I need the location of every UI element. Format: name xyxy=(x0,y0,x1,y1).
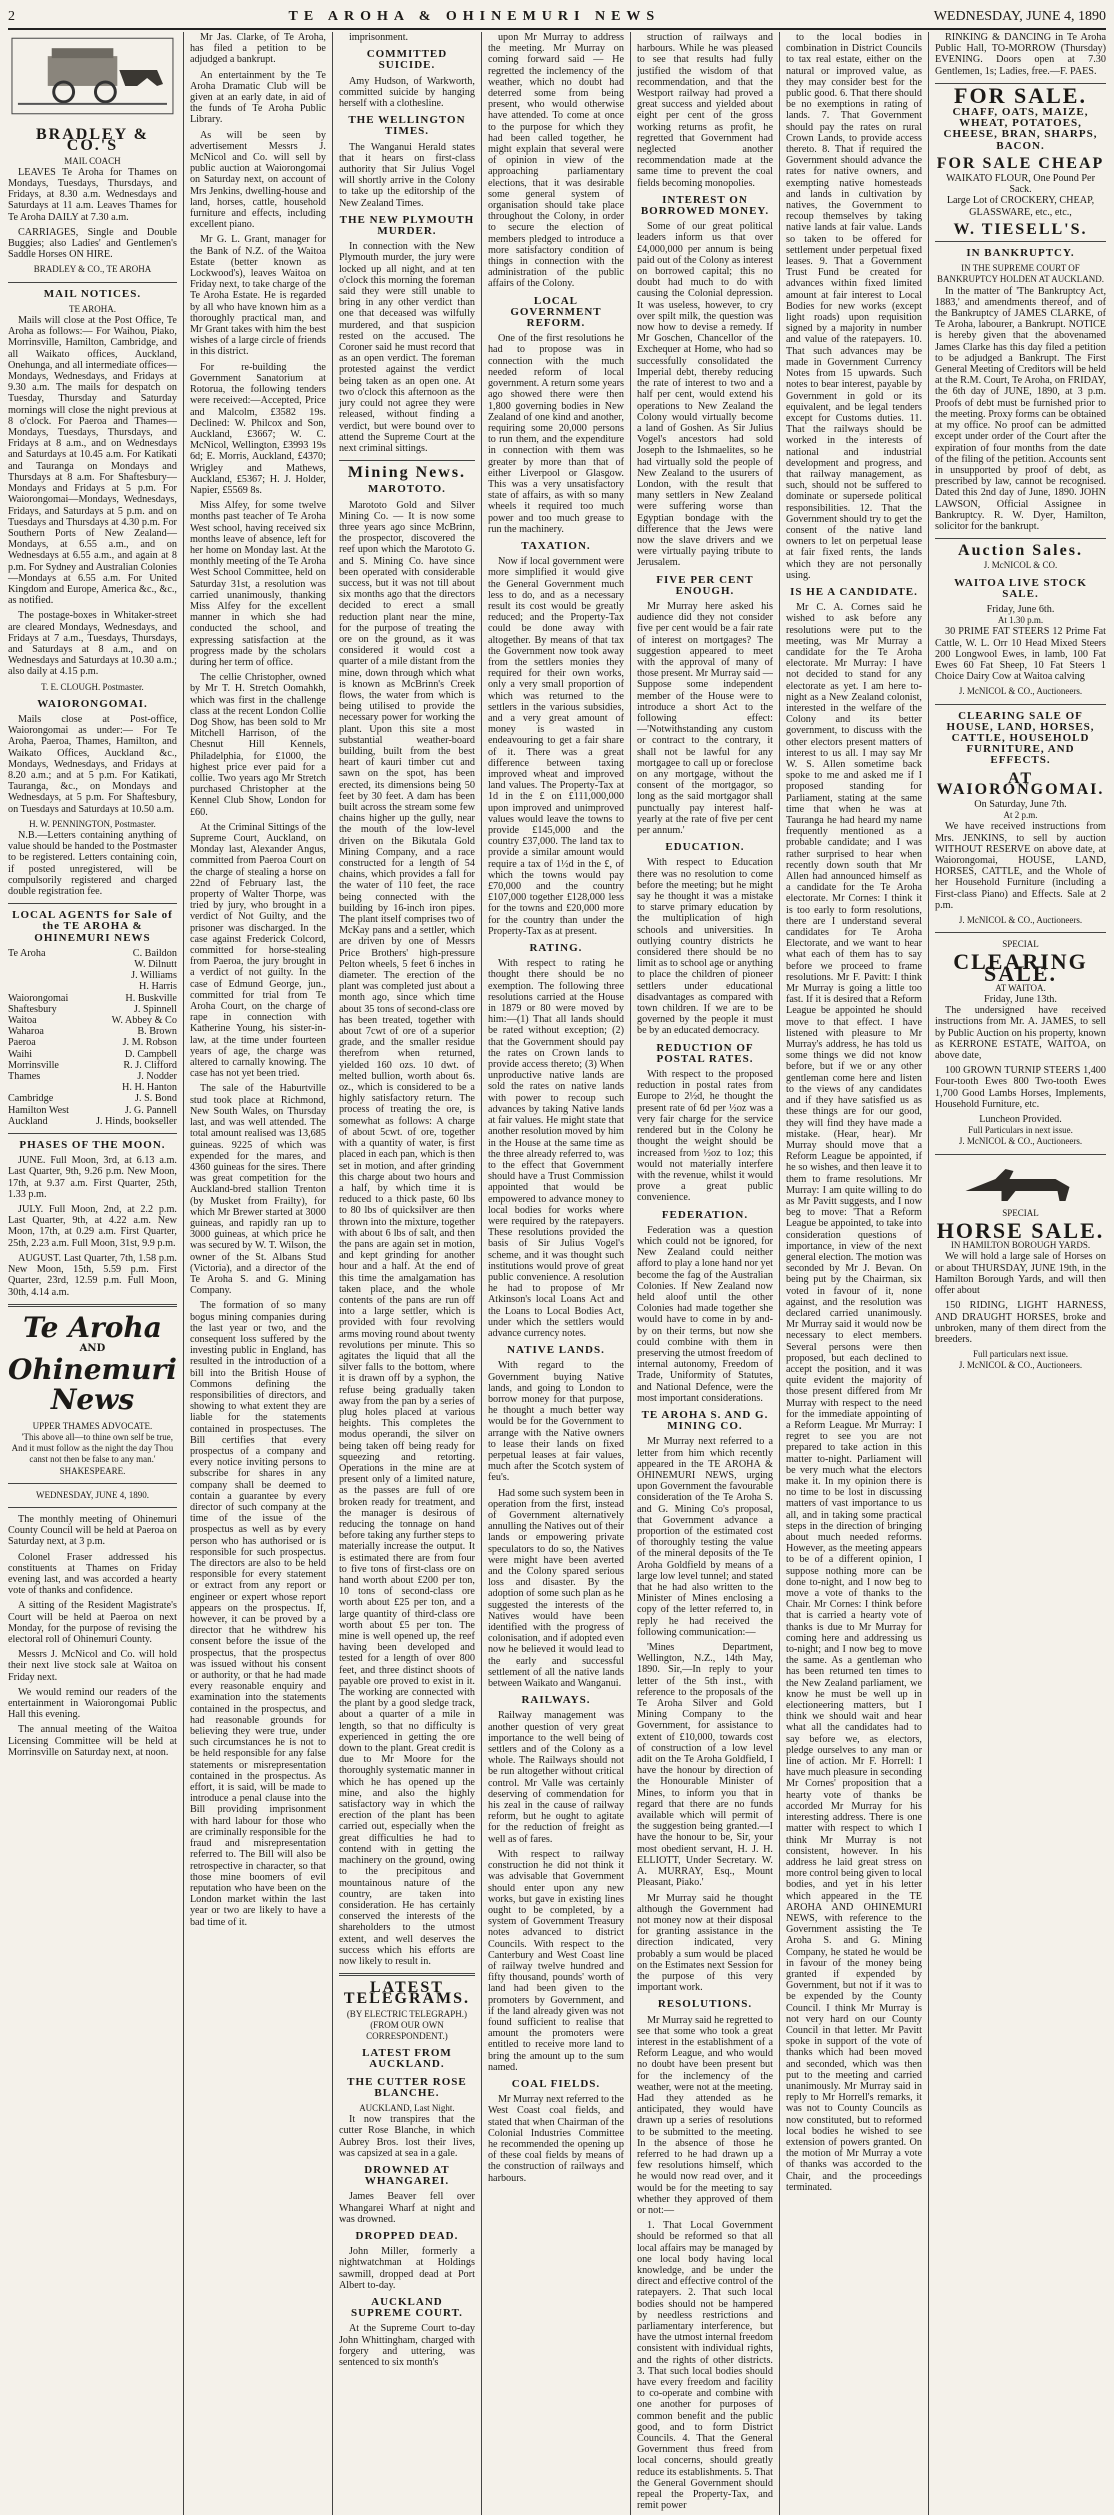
news-paragraph: The annual meeting of the Waitoa Licensing Committee will be held at Morrinsville on Saturday next, at noon. xyxy=(8,1724,177,1758)
auctioneer: J. McNICOL & CO. xyxy=(983,560,1058,571)
news-paragraph: At the Supreme Court to-day John Whittingham, charged with forgery and uttering, was sentenced to six month's xyxy=(338,2323,475,2369)
news-paragraph: 'Mines Department, Wellington, N.Z., 14th May, 1890. Sir,—In reply to your letter of the 5th inst., with reference to the proposals of the Te Aroha Silver and Gold Mining Company to the Government, for assistance to extent of £10,000, towards cost of construction of a low level adit on the Te Aroha Goldfield, I have the honour by direction of the Honourable Minister of Mines, to inform you that in regard that there are no funds available which will permit of the suggestion being granted.—I have the honour to be, Sir, your most obedient servant, H. J. H. ELLIOTT, Under Secretary. W. A. MURRAY, Esq., Mount Pleasant, Piako.' xyxy=(636,1642,773,1889)
section-heading: FIVE PER CENT ENOUGH. xyxy=(656,573,754,597)
sale-time: At 2 p.m. xyxy=(1003,810,1038,821)
agent-place: Te Aroha xyxy=(8,947,46,959)
auctioneer: J. McNICOL & CO., Auctioneers. xyxy=(958,1136,1083,1147)
agent-row xyxy=(8,1060,177,1071)
clearing-text: We have received instructions from Mrs. JENKINS, to sell by auction WITHOUT RESERVE on above date, at Waiorongomai, HOUSE, LAND, HORSES, CATTLE, and the Whole of her Household Furniture (including a First-class Piano) and Effects. Sale at 2 p.m. xyxy=(935,821,1106,911)
section-heading: NATIVE LANDS. xyxy=(507,1344,605,1357)
divider xyxy=(935,538,1106,539)
agent-row xyxy=(8,1026,177,1037)
masthead-title: TE AROHA & OHINEMURI NEWS xyxy=(288,9,661,24)
coach-subtitle: MAIL COACH xyxy=(64,155,121,166)
news-paragraph: We would remind our readers of the entertainment in Waiorongomai Public Hall this evening. xyxy=(8,1686,177,1721)
page-header xyxy=(8,6,1106,30)
news-paragraph: Now if local government were more simplified it would give the General Government much less to do, and as a necessary result its cost would be greatly reduced; and the Property-Tax could be done away with altogether. By means of that tax the Government now took away from the settlers monies they required for their own works, only a very small proportion of which was returned to the settlers in the various subsidies, and a very great amount of money is wasted in endeavouring to get a fair share of it. There was a great difference between taxing improved wheat and improved land values. The Property-Tax at 1d in the £ on £111,000,000 upon improved and unimproved values would leave the towns to provide £145,000 and the country £37,000. The land tax to provide a similar amount would require a tax of 1½d in the £, of which the towns would pay £70,000 and the country £107,000 together £128,000 less for the towns and £20,000 more for the country than under the Property-Tax as at present. xyxy=(487,556,624,937)
agent-place: Thames xyxy=(8,1071,41,1083)
news-paragraph: Mr Murray said he regretted to see that some who took a great interest in the establishment of a Reform League, and who would no doubt have been present but for the inclemency of the weather, were not at the meeting. Had they attended as he anticipated, they would have drawn up a series of resolutions to be submitted to the meeting. In the absence of those he referred to he had drawn up a few resolutions himself, which he would now read over, and it would be for the meeting to say whether they approved of them or not:— xyxy=(636,2014,773,2216)
section-heading: FEDERATION. xyxy=(661,1208,749,1221)
agent-name: J. S. Bond xyxy=(135,1093,177,1105)
postmaster: T. E. CLOUGH. Postmaster. xyxy=(41,681,144,692)
agent-place: Cambridge xyxy=(8,1093,54,1105)
clearing2-text: The undersigned have received instructions from Mr. A. JAMES, to sell by Public Auction on his property, known as KERRONE ESTATE, WAITOA, on above date, xyxy=(935,1005,1106,1062)
news-paragraph: At the Criminal Sittings of the Supreme Court, Auckland, on Monday last, Alexander Angus, committed from Paeroa Court on the charge of stealing a horse on 22nd of February last, the property of Walter Thorpe, was tried by jury, who brought in a verdict of Not Guilty, and the prisoner was discharged. In the case against Frederick Colcord, committed for horse-stealing from Paeroa, the jury brought in a verdict of not guilty. In the case of Edmund George, jun., committed for trial from Te Aroha Court, on the charge of rape in connection with Katherine Young, his sister-in-law, at the time under fourteen years of age, the charge was altered to carnally knowing. The case has not yet been tried. xyxy=(189,821,326,1080)
agent-row xyxy=(8,959,177,970)
news-paragraph: The cellie Christopher, owned by Mr T. H. Stretch Oomahkh, which was first in the challenge class at the recent London Collie Dog Show, has been sold to Mr Mitchell Harrison, of the Chesnut Hill Kennels, Philadelphia, for £1000, the highest price ever paid for a collie. Two years ago Mr Stretch purchased Christopher at the Kennel Club Show, London for £60. xyxy=(189,672,326,818)
section-heading: DROPPED DEAD. xyxy=(355,2229,459,2242)
section-heading: COMMITTED SUICIDE. xyxy=(366,48,448,72)
auctioneer: J. McNICOL & CO., Auctioneers. xyxy=(958,686,1083,697)
agent-row xyxy=(8,1116,177,1127)
section-heading: RATING. xyxy=(529,942,583,955)
news-paragraph: Railway management was another question of very great importance to the well being of settlers and of the Colony as a whole. The Railways should not be run altogether without critical control. Mr Valle was certainly deserving of commendation for his zeal in the cause of railway reform, but he ought to agitate for the reduction of freight as well as of fares. xyxy=(487,1710,624,1845)
page-number: 2 xyxy=(8,9,15,24)
agent-row xyxy=(8,1049,177,1060)
column-4 xyxy=(488,32,631,2515)
telegrams-heading: LATEST TELEGRAMS. xyxy=(343,1979,471,2008)
section-heading: AUCKLAND SUPREME COURT. xyxy=(351,2296,463,2320)
motto: 'This above all—to thine own self be true, And it must follow as the night the day Thou canst not then be false to any man.' SHAKESPEARE. xyxy=(11,1431,174,1476)
section-heading: RESOLUTIONS. xyxy=(657,1998,753,2011)
full-particulars: Full Particulars in next issue. xyxy=(968,1125,1073,1136)
dancing-ad: RINKING & DANCING in Te Aroha Public Hall, TO-MORROW (Thursday) EVENING. Doors open at 7.30 Gentlemen, 1s; Ladies, free.—F. PAES. xyxy=(935,32,1106,77)
divider xyxy=(935,1154,1106,1155)
agent-name: J. Spinnell xyxy=(133,1003,177,1015)
news-paragraph: As will be seen by advertisement Messrs J. McNicol and Co. will sell by public auction at Waiorongomai on Saturday next, on account of Mrs Jenkins, dwelling-house and land, horses, cattle, household furniture and effects, including excellent piano. xyxy=(189,129,326,231)
section-heading: COAL FIELDS. xyxy=(511,2077,601,2090)
news-paragraph: With regard to the Government buying Native lands, and going to London to borrow money for that purpose, he thought a much better way would be for the Government to arrange with the Native owners to lease their lands on fixed perpetual leases at fair values, much after the Scotch system of feu's. xyxy=(487,1360,624,1484)
news-paragraph: Mr C. A. Cornes said he wished to ask before any resolutions were put to the meeting, was Mr Murray a candidate for the Te Aroha electorate. Mr Murray: I have not decided to stand for any electorate as yet. I am here to-night as a New Zealand colonist, interested in the welfare of the Colony and its better government, to discuss with the other electors present matters of interest to us all. I may say Mr W. S. Allen sometime back spoke to me and asked me if I proposed standing for Parliament, stating at the same time that when he was at Tauranga he had heard my name frequently mentioned as a probable candidate; and I was rather surprised to hear when recently down south that Mr Allen had announced himself as a candidate for the Te Aroha electorate. Mr Cornes: I think it is too early to form resolutions, there are I understand several candidates for Te Aroha Electorate, and we want to hear what each of them has to say before we proceed to frame resolutions. Mr F. Pavitt: I think Mr Murray is going a little too fast. If it is desired that a Reform League be appointed he should move to that effect. I have listened with pleasure to Mr Murray's address, he has told us some things we did not know before, but if we or any other gentleman come here and listen to the views of any candidates and if they have satisfied us as these things are for our good, they will find they have made a mistake. (Hear, hear). Mr Murray should move that a Reform League be appointed, if he so wishes, and then leave it to them to frame resolutions. Mr Murray: I am quite willing to do as Mr Pavitt suggests, and I now beg to move: 'That a Reform League be appointed, to take into consideration questions of importance, in view of the next general election. The motion was seconded by Mr J. Bevan. On being put by the Chairman, six voted in favour of it, none against, and the resolution was declared carried unanimously. Mr Murray said it would now be necessary to elect members. Several persons were then proposed, but each declined to accept the position, and it was quite evident the majority of those present differed from Mr Murray with respect to the need for the immediate appointing of a Reform League. Mr Murray: I regret to see you are not prepared to take action in this matter to-night. Parliament will be very much what the electors make it. In my opinion there is no time to be lost in discussing matters of vast importance to us all, and in taking some practical steps in the direction of bringing about much needed reforms. However, as the meeting appears to be of a different opinion, I suppose nothing more can be done to-night, and I now beg to move a vote of thanks to the Chair. Mr Cornes: I think before that is carried a hearty vote of thanks is due to Mr Murray for coming here and addressing us to-night; and I now beg to move the same. As a gentleman who has been returned ten times to the New Zealand parliament, we know he must be well up in electioneering matters, but I think we should wait and hear what all the candidates had to say before we, as electors, pledge ourselves to any man or line of action. Mr F. Horrell: I have much pleasure in seconding Mr Cornes' proposition that a hearty vote of thanks be accorded Mr Murray for his interesting address. There is one matter with respect to which I think Mr Murray is not consistent, however. In his address he laid great stress on more control being given to local bodies, and yet in his letter which appeared in the TE AROHA AND OHINEMURI NEWS, with reference to the Government assisting the Te Aroha S. and G. Mining Company, he stated he would be in favour of the money being granted if expended by Government, but not if it was to be expended by the County Council. I think Mr Murray is not very hard on our County Council in that letter. Mr Pavitt spoke in support of the vote of thanks which had been moved and seconded, which was then put to the meeting and carried unanimously. Mr Murray said in reply to Mr Horrell's remarks, it was not to County Councils as now constituted, but to reformed local bodies he wished to see extension of powers granted. On the motion of Mr Murray a vote of thanks was accorded to the Chair, and the proceedings terminated. xyxy=(785,602,922,2193)
waior-postmaster: H. W. PENNINGTON, Postmaster. xyxy=(29,818,156,829)
agent-name: J. G. Pannell xyxy=(124,1104,177,1116)
moon-heading: PHASES OF THE MOON. xyxy=(19,1139,166,1152)
news-paragraph: Mr G. L. Grant, manager for the Bank of N.Z. of the Waitoa Estate (better known as Lockwood's), leaves Waitoa on Friday next, to take charge of the Te Aroha Estate. He is regarded by all who have known him as a thoroughly practical man, and Mr Grant takes with him the best wishes of a large circle of friends in this district. xyxy=(189,234,326,358)
news-paragraph: The Wanganui Herald states that it hears on first-class authority that Sir Julius Vogel will shortly arrive in the Colony to take up the editorship of the New Zealand Times. xyxy=(338,141,475,209)
news-paragraph: The formation of so many bogus mining companies during the last year or two, and the consequent loss suffered by the investing public in England, has resulted in the introduction of a bill into the British House of Commons defining the responsibilities of directors, and showing to what extent they are liable for the statements contained in prospectuses. The Bill certifies that every prospectus of a company and every notice inviting persons to subscribe for shares in any company shall be deemed to contain a guarantee by every director of such company at the time of the issue of the prospectus as well as by every person who has authorised or is responsible for such prospectus. The directors are also to be held responsible for every statement or extract from any report or engineer or expert whose report appears on the prospectus. If, however, it can be proved by a director that he withdrew his consent before the issue of the prospectus, that the prospectus was issued without his consent or authority, or that he had made every reasonable enquiry and examination into the statements contained in the prospectus, and had reasonable grounds for believing they were true, under such circumstances he is not to be held responsible for any false statements or misrepresentation contained in the prospectus. As effort, it is said, will be made to introduce a penal clause into the Bill providing imprisonment with hard labour for those who are criminally responsible for the fraud and misrepresentation referred to. The Bill will also be retrospective in character, so that those mine boomers of evil reputation who have been on the London market within the last year or two are likely to have a bad time of it. xyxy=(189,1300,326,1928)
news-paragraph: struction of railways and harbours. While he was pleased to see that results had fully justified the wisdom of that recommendation, and that the Westport railway had proved a great success and yielded about eight per cent of the gross working returns as profit, he regretted that Government had neglected another recommendation made at the same time to prevent the coal fields becoming monopolies. xyxy=(636,32,773,189)
waior-sale-heading: AT WAIORONGOMAI. xyxy=(936,769,1105,798)
news-paragraph: Miss Alfey, for some twelve months past teacher of Te Aroha West school, having received six months leave of absence, left for her home on Monday last. At the monthly meeting of the Te Aroha West School Committee, held on Saturday 31st, a resolution was carried unanimously, thanking Miss Alfey for the excellent manner in which she had conducted the school, and expressing satisfaction at the progress made by the scholars during her term of office. xyxy=(189,500,326,668)
sale-date: Friday, June 6th. xyxy=(986,603,1055,615)
section-heading: DROWNED AT WHANGAREI. xyxy=(364,2163,450,2188)
mail-text-2: The postage-boxes in Whitaker-street are cleared Mondays, Wednesdays, and Fridays at 7 a.m., Tuesdays, Thursdays, and Saturdays at 8 a.m., and on Wednesdays and Saturdays at 10.30 a.m.; also daily at 4.15 p.m. xyxy=(8,610,177,678)
auctioneer: J. McNICOL & CO., Auctioneers. xyxy=(958,1360,1083,1371)
news-paragraph: The monthly meeting of Ohinemuri County Council will be held at Paeroa on Saturday next, at 3 p.m. xyxy=(8,1513,177,1548)
crockery-ad: Large Lot of CROCKERY, CHEAP, GLASSWARE, etc., etc., xyxy=(946,195,1095,218)
agents-heading: LOCAL AGENTS for Sale of the TE AROHA & OHINEMURI NEWS xyxy=(12,909,173,944)
special-label: SPECIAL xyxy=(1002,1207,1039,1218)
news-paragraph: It now transpires that the cutter Rose Blanche, in which Aubrey Bros. lost their lives, was capsized at sea in a gale. xyxy=(338,2114,475,2159)
agent-place: Waihi xyxy=(8,1048,33,1060)
agent-place: Shaftesbury xyxy=(8,1003,57,1015)
horse-sale-text: We will hold a large sale of Horses on or about THURSDAY, JUNE 19th, in the Hamilton Borough Yards, and will then offer about xyxy=(935,1251,1106,1297)
agent-name: W. Abbey & Co xyxy=(111,1015,177,1027)
horse-sale-heading: HORSE SALE. xyxy=(936,1218,1105,1244)
news-paragraph: imprisonment. xyxy=(348,32,409,43)
advert-column xyxy=(935,32,1106,1412)
divider xyxy=(935,241,1106,242)
agent-place: Auckland xyxy=(8,1115,48,1127)
produce-list: CHAFF, OATS, MAIZE, WHEAT, POTATOES, CHEESE, BRAN, SHARPS, BACON. xyxy=(943,106,1098,152)
agent-name: H. Buskville xyxy=(125,992,177,1004)
agent-name: J. Williams xyxy=(131,970,177,982)
advocate: UPPER THAMES ADVOCATE. xyxy=(32,1420,153,1431)
auctioneer: J. McNICOL & CO., Auctioneers. xyxy=(958,915,1083,926)
sale-time: At 1.30 p.m. xyxy=(997,615,1044,626)
auction-heading: Auction Sales. xyxy=(958,542,1083,560)
horse-sale-venue: IN HAMILTON BOROUGH YARDS. xyxy=(950,1240,1091,1251)
agent-place: Waharoa xyxy=(8,1026,44,1038)
mail-heading: MAIL NOTICES. xyxy=(43,287,142,300)
news-paragraph: 1. That Local Government should be reformed so that all local affairs may be managed by one local body having local knowledge, and be under the direct and effective control of the ratepayers. 2. That such local bodies should not be hampered by needless restrictions and parliamentary interference, but have the utmost internal freedom consistent with individual rights, and the rights of other districts. 3. That such local bodies should have every freedom and facility to co-operate and combine with one another for purposes of common benefit and the public good, and to form District Councils. 4. That the General Government thus freed from local concerns, should greatly reduce its establishments. 5. That the General Government should repeal the Property-Tax, and remit power xyxy=(636,2220,773,2512)
sale-date: Friday, June 13th. xyxy=(984,994,1057,1006)
agent-name: D. Campbell xyxy=(124,1048,177,1060)
news-paragraph: With respect to the proposed reduction in postal rates from Europe to 2½d, he thought the present rate of 6d per ½oz was a very fair charge for the service rendered but in the Colony he thought the weight should be increased from ½oz to 1oz; this would not materially interfere with the revenue, whilst it would prove a great public convenience. xyxy=(636,1069,773,1204)
column-5 xyxy=(637,32,780,2515)
mail-text: Mails will close at the Post Office, Te Aroha as follows:— For Waihou, Piako, Morrinsville, Hamilton, Cambridge, and all Waikato offices, Auckland, Onehunga, and all intermediate offices—Mondays, Wednesdays, and Fridays at 9.30 a.m. The mails for despatch on Tuesday, Thursday and Saturday mornings will close the night previous at 8 o'clock. For Paeroa and Thames—Mondays, Tuesdays, Thursdays, and Fridays at 8 a.m., and on Wednesdays and Saturdays at 10.45 a.m. For Katikati and Tauranga on Mondays and Thursdays at 8 a.m. For Shaftesbury—Mondays and Fridays at 5 p.m. For Waiorongomai—Mondays, Wednesdays, Fridays, and Saturdays at 5 p.m. and on Tuesdays and Thursdays at 4.30 p.m. For Southern Ports of New Zealand—Mondays, at 6.55 a.m., and on Wednesdays at 6.55 a.m., and again at 8 p.m. For Sydney and Australian Colonies—Mondays at 6.55 a.m. For United Kingdom and Europe, America &c., &c., as notified. xyxy=(8,315,177,607)
section-heading: LOCAL GOVERNMENT REFORM. xyxy=(510,294,602,330)
agent-name: C. Baildon xyxy=(132,947,177,959)
mining-heading: Mining News. xyxy=(347,464,467,482)
news-paragraph: upon Mr Murray to address the meeting. Mr Murray on coming forward said — He regretted the inclemency of the weather, which no doubt had deterred some from being present, who would otherwise have attended. To come at once to the purpose for which they had been called together, he might explain that several were of opinion in view of the approaching parliamentary elections, that it was desirable some general system of organisation should take place throughout the Colony, in order to secure the election of members pledged to introduce a more satisfactory condition of things in connection with the administration of the public affairs of the Colony. xyxy=(487,32,624,290)
divider xyxy=(935,704,1106,705)
horses-list: 150 RIDING, LIGHT HARNESS, AND DRAUGHT HORSES, broke and unbroken, many of them direct from the breeders. xyxy=(935,1300,1106,1345)
mail-coach-illustration xyxy=(8,34,177,118)
news-paragraph: With respect to railway construction he did not think it was advisable that Government should enter upon any new works, but gave in existing lines ought to be completed, by a system of Government Treasury notes advanced to district Councils. With respect to the Canterbury and West Coast line of railway twelve hundred and fifty thousand, pounds' worth of land had been given to the promoters by Government, and if the land already given was not found sufficient to realise that amount the promoters were entitled to receive more land to bring the amount up to the sum named. xyxy=(487,1848,624,2073)
steers-list: 100 GROWN TURNIP STEERS 1,400 Four-tooth Ewes 800 Two-tooth Ewes 1,700 Good Lambs Horses, Implements, Household Furniture, etc. xyxy=(935,1065,1106,1110)
dateline-small: AUCKLAND, Last Night. xyxy=(359,2102,455,2113)
moon-june: JUNE. Full Moon, 3rd, at 6.13 a.m. Last Quarter, 9th, 9.26 p.m. New Moon, 17th, at 9.37 a.m. First Quarter, 25th, 1.33 p.m. xyxy=(8,1155,177,1200)
news-paragraph: James Beaver fell over Whangarei Wharf at night and was drowned. xyxy=(338,2191,475,2225)
news-paragraph: Amy Hudson, of Warkworth, committed suicide by hanging herself with a clothesline. xyxy=(338,75,475,110)
divider xyxy=(339,1973,475,1976)
divider xyxy=(8,903,177,904)
mail-place: TE AROHA. xyxy=(68,303,116,314)
agent-place: Waiorongomai xyxy=(8,992,69,1004)
section-heading: THE WELLINGTON TIMES. xyxy=(348,114,466,138)
agent-row xyxy=(8,1037,177,1048)
section-heading: RAILWAYS. xyxy=(521,1694,591,1707)
tiesell-name: W. TIESELL'S. xyxy=(953,220,1088,238)
masthead-line-1: Te Aroha xyxy=(23,1310,162,1344)
header-date: WEDNESDAY, JUNE 4, 1890 xyxy=(933,9,1106,24)
sale-date: On Saturday, June 7th. xyxy=(974,798,1067,810)
news-paragraph: Federation was a question which could not be ignored, for New Zealand could neither afford to play a lone hand nor yet become the fag of the Australian Colonies. If New Zealand now held aloof until the other Colonies had made together she would have to come in by and-by on their terms, but now she could combine with them in preserving the utmost freedom of internal autonomy, Freedom of Trade, Uniformity of Statutes, and National Defence, were the most important considerations. xyxy=(636,1224,773,1404)
flour-ad: WAIKATO FLOUR, One Pound Per Sack. xyxy=(946,173,1095,196)
clearing-sale-heading: CLEARING SALE. xyxy=(953,949,1088,986)
section-heading: INTEREST ON BORROWED MONEY. xyxy=(640,193,770,218)
section-heading: EDUCATION. xyxy=(665,841,745,854)
agent-place: Hamilton West xyxy=(8,1104,69,1116)
news-paragraph: Mr Murray next referred to the West Coast coal fields, and stated that when Chairman of the Colonial Industries Committee he recommended the opening up of these coal fields by means of the construction of railways and harbours. xyxy=(487,2094,624,2184)
agent-name: J. Hinds, bookseller xyxy=(96,1115,177,1127)
bankruptcy-notice: In the matter of 'The Bankruptcy Act, 1883,' and amendments thereof, and of the Bankruptcy of JAMES CLARKE, of Te Aroha, labourer, a Bankrupt. NOTICE is hereby given that the abovenamed James Clarke has this day filed a petition to be adjudged a Bankrupt. The First General Meeting of Creditors will be held at the R.M. Court, Te Aroha, on FRIDAY, the 6th day of JUNE, 1890, at 3 p.m. Proofs of debt must be furnished prior to the meeting. Proxy forms can be obtained at my office. No proof can be admitted except under order of the Court after the expiration of four months from the date of the filing of the petition. Accounts sent in unsupported by proof of debt, as prescribed by law, cannot be recognised. Dated this 2nd day of June, 1890. JOHN LAWSON, Official Assignee in Bankruptcy. R. W. Dyer, Hamilton, solicitor for the bankrupt. xyxy=(935,285,1106,532)
agent-place: Morrinsville xyxy=(8,1059,59,1071)
agent-row xyxy=(8,993,177,1004)
agent-row xyxy=(8,981,177,992)
agent-row xyxy=(8,1082,177,1093)
carriages-ad: CARRIAGES, Single and Double Buggies; also Ladies' and Gentlemen's Saddle Horses ON HIRE. xyxy=(8,226,177,261)
for-sale-cheap: FOR SALE CHEAP xyxy=(936,154,1105,172)
agent-place: Waitoa xyxy=(8,1015,37,1027)
masthead-line-2: Ohinemuri News xyxy=(8,1352,177,1416)
section-heading: REDUCTION OF POSTAL RATES. xyxy=(656,1041,754,1065)
at-waitoa: AT WAITOA. xyxy=(995,982,1046,993)
news-paragraph: For re-building the Government Sanatorium at Rotorua, the following tenders were received:—Accepted, Price and Malcolm, £3582 19s. Declined: W. Philcox and Son, Auckland, £3667; W. C. McNicol, Wellington, £3993 19s 6d; E. Morris, Auckland, £4370; Wrigley and Mathews, Auckland, £5367; H. J. Holder, Napier, £5569 8s. xyxy=(189,361,326,496)
news-paragraph: Mr Murray next referred to a letter from him which recently appeared in the TE AROHA & OHINEMURI NEWS, urging upon Government the favourable consideration of the Te Aroha S. and G. Mining Co's proposal, that Government advance a proportion of the estimated cost of thoroughly testing the value of the mineral deposits of the Te Aroha Goldfield by means of a large low level tunnel; and stated that he had also written to the Minister of Mines enclosing a copy of the letter referred to, in reply he had received the following communication:— xyxy=(636,1436,773,1638)
waitoa-sale-heading: WAITOA LIVE STOCK SALE. xyxy=(954,576,1087,600)
news-paragraph: One of the first resolutions he had to propose was in connection with the much needed reform of local government. A return some years ago showed there were then 1,800 governing bodies in New Zealand of one kind and another, requiring some 20,000 persons to run them, and the expenditure in connection with them was greater by more than that of either Liverpool or Glasgow. This was a very unsatisfactory state of affairs, as with so many wheels it required too much power and too much grease to run the machinery. xyxy=(487,333,624,535)
agent-name: W. Dilnutt xyxy=(134,959,177,971)
news-paragraph: With respect to Education there was no resolution to come before the meeting; but he might say he thought it was a mistake to starve primary education by the multiplication of high schools and universities. In outlying country districts he considered there should be no limit as to school age or anything to place the children of pioneer settlers under educational disadvantages as compared with town children. If we are to be governed by the people it must be by an educated democracy. xyxy=(636,857,773,1037)
section-heading: LATEST FROM AUCKLAND. xyxy=(362,2047,452,2071)
agent-row xyxy=(8,1105,177,1116)
horse-illustration xyxy=(935,1161,1106,1205)
telegrams-sub-2: (FROM OUR OWN CORRESPONDENT.) xyxy=(366,2019,448,2041)
news-paragraph: Mr Murray here asked his audience did they not consider five per cent would be a fair rate of interest on mortgages? The suggestion appeared to meet with the approval of many of those present. Mr Murray said — Suppose some independent member of the House were to introduce a short Act to the following effect:—'Notwithstanding any custom or contract to the contrary, it shall not be lawful for any mortgagee to call up or foreclose on any mortgage, without the consent of the mortgagor, so long as the said mortgagor shall punctually pay interest half-yearly at the rate of five per cent per annum.' xyxy=(636,600,773,837)
luncheon: Luncheon Provided. xyxy=(979,1114,1062,1126)
news-paragraph: Mr Murray said he thought although the Government had not money now at their disposal for granting assistance in the direction indicated, very probably a sum would be placed on the Estimates next Session for the purpose of this very important work. xyxy=(636,1892,773,1994)
agent-name: H. Harris xyxy=(139,981,177,993)
news-paragraph: Had some such system been in operation from the first, instead of Government alternatively annulling the Natives out of their lands or empowering private speculators to do so, the Natives were might have been averted and the Colony spared serious loss and disaster. By the adoption of some such plan as he suggested the interests of the Natives would have been identified with the progress of colonisation, and if adopted even now he believed it would lead to the early and successful settlement of all the native lands between Waikato and Wanganui. xyxy=(487,1487,624,1690)
agent-row xyxy=(8,1004,177,1015)
coach-ad: LEAVES Te Aroha for Thames on Mondays, Tuesdays, Thursdays, and Fridays, at 8.30 a.m. Wednesdays and Saturdays at 11 a.m. Leaves Thames for Te Aroha DAILY at 7.30 a.m. xyxy=(8,166,177,223)
moon-august: AUGUST. Last Quarter, 7th, 1.58 p.m. New Moon, 15th, 5.59 p.m. First Quarter, 23rd, 12.59 p.m. Full Moon, 30th, 4.14 a.m. xyxy=(8,1252,177,1298)
section-heading: TE AROHA S. AND G. MINING CO. xyxy=(641,1408,769,1433)
for-sale-heading: FOR SALE. xyxy=(954,82,1087,108)
stock-list: 30 PRIME FAT STEERS 12 Prime Fat Cattle, W. L. Orr 10 Head Mixed Steers 200 Longwool Ewes, in lamb, 100 Fat Ewes 60 Fat Sheep, 10 Fat Steers 1 Choice Dairy Cow at Waitoa calving xyxy=(935,626,1106,683)
masthead-and: AND xyxy=(79,1342,106,1354)
news-paragraph: Messrs J. McNicol and Co. will hold their next live stock sale at Waitoa on Friday next. xyxy=(8,1649,177,1683)
agent-row xyxy=(8,970,177,981)
news-paragraph: With respect to rating he thought there should be no exemption. The following three resolutions carried at the House in 1879 or 80 were moved by him:—(1) That all lands should be rated without exception; (2) that the Government should pay the rates on Crown lands to provide access thereto; (3) When unproductive native lands are sold the rates on native lands with power to recoup such advances by taking Native lands at fair values. He might state that another resolution moved by him in the House at the same time as the three already referred to, was to the effect that Government should have a Trust Commission appointed that would be empowered to advance money to local bodies for works where were required by the ratepayers. These resolutions provided the basis of Sir Julius Vogel's scheme, and it was thought such institutions would prove of great public convenience. A resolution he had to propose of Mr Atkinson's local Loans Act and the Loans to Local Bodies Act, under which the settlers would advance currency notes. xyxy=(487,958,624,1339)
court-heading: IN THE SUPREME COURT OF BANKRUPTCY HOLDEN AT AUCKLAND. xyxy=(936,263,1104,285)
coach-title: BRADLEY & CO.'S xyxy=(35,126,149,155)
agent-name: J. Nodder xyxy=(137,1071,177,1083)
agent-name: H. H. Hanton xyxy=(122,1082,177,1094)
agent-row xyxy=(8,1093,177,1104)
column-6 xyxy=(786,32,929,2515)
news-paragraph: to the local bodies in combination in District Councils to tax real estate, either on the natural or improved value, as they may consider best for the public good. 6. That there should be no exemptions in rating of lands. 7. That Government should pay the rates on rural Crown Lands, to provide access thereto. 8. That if required the Government should advance the rates for native owners, and exempting native homesteads and lands in cultivation by natives, the Government to recoup themselves by taking native lands at fair value. Lands so taken to be offered for settlement under perpetual fixed leases. 9. That a Government Trust Fund be created for advances within fixed limited amount at fair interest to Local Bodies for new works (except light roads) upon requisition signed by a majority in number and value of the ratepayers. 10. That such advances may be made in Government Currency Notes from 15 upwards. Such notes to bear interest, payable by Government in gold or its equivalent, and be legal tenders except for Customs duties. 11. That the railways should be worked in the interests of national and industrial development and progress, and that railway management, as such, should not be suffered to dominate or supersede political responsibilities. 12. That the Government should try to get the consent of the native land owners to let on perpetual lease at fair fixed rents, the lands which they are not personally using. xyxy=(785,32,922,581)
moon-july: JULY. Full Moon, 2nd, at 2.2 p.m. Last Quarter, 9th, at 4.22 a.m. New Moon, 17th, at 0.29 a.m. First Quarter, 25th, 2.23 a.m. Full Moon, 31st, 9.9 p.m. xyxy=(8,1204,177,1249)
special-label: SPECIAL xyxy=(1002,939,1039,950)
news-paragraph: Colonel Fraser addressed his constituents at Thames on Friday evening last, and was accorded a hearty vote of thanks and confidence. xyxy=(8,1551,177,1597)
section-heading: IS HE A CANDIDATE. xyxy=(790,585,918,598)
news-paragraph: Mr Jas. Clarke, of Te Aroha, has filed a petition to be adjudged a bankrupt. xyxy=(189,32,326,66)
agent-name: J. M. Robson xyxy=(122,1037,177,1049)
divider xyxy=(935,932,1106,933)
divider xyxy=(8,1304,177,1307)
column-2 xyxy=(190,32,333,2515)
bankruptcy-heading: IN BANKRUPTCY. xyxy=(966,247,1075,260)
column-1 xyxy=(8,32,184,2515)
divider xyxy=(8,1133,177,1134)
news-paragraph: An entertainment by the Te Aroha Dramatic Club will be given at an early date, in aid of the funds of Te Aroha Public Library. xyxy=(189,69,326,126)
news-paragraph: John Miller, formerly a nightwatchman at Holdings sawmill, dropped dead at Port Albert to-day. xyxy=(338,2246,475,2291)
coach-firm: BRADLEY & CO., TE AROHA xyxy=(33,264,152,275)
agent-row xyxy=(8,1071,177,1082)
news-paragraph: Some of our great political leaders inform us that over £4,000,000 per annum is being paid out of the Colony as interest on borrowed capital; this no doubt had much to do with causing the Colonial depression. It was useless, however, to cry over spilt milk, the question was now how to devise a remedy. If Mr Goschen, Chancellor of the Exchequer at Home, who had so successfully consolidated the Imperial debt, thereby reducing the rate of interest to two and a half per cent, would extend his operations to New Zealand the Colony would virtually become a land of Goshen. As Sir Julius Vogel's ancestors had sold Joseph to the Ishmaelites, so he had virtually sold the people of New Zealand to the usurers of London, with the result that many settlers in New Zealand were suffering worse than Egyptian bondage with the difference that the Jews were now the slave drivers and we were virtually paying tribute to Jerusalem. xyxy=(636,221,773,569)
agent-row xyxy=(8,1015,177,1026)
divider xyxy=(8,1507,177,1508)
agents-list xyxy=(8,948,177,1127)
agent-row xyxy=(8,948,177,959)
nb-notice: N.B.—Letters containing anything of value should be handed to the Postmaster to be registered. Letters containing coin, if posted unregistered, will be compulsorily registered and charged double registration fee. xyxy=(8,829,177,897)
dateline: WEDNESDAY, JUNE 4, 1890. xyxy=(35,1489,149,1500)
agent-name: B. Brown xyxy=(137,1026,177,1038)
agent-name: R. J. Clifford xyxy=(123,1059,177,1071)
news-paragraph: In connection with the New Plymouth murder, the jury were locked up all night, and at ten o'clock this morning the foreman said they were still unable to bring in any other verdict than one that deceased was wilfully murdered, and that suspicion rested on the accused. The Coroner said he must record that as an open verdict. The foreman protested against the verdict being taken as an open one. At two o'clock this afternoon as the jury could not agree they were released, without finding a verdict, but were bound over to attend the Supreme Court at the next criminal sittings. xyxy=(338,241,475,454)
section-heading: THE NEW PLYMOUTH MURDER. xyxy=(339,213,475,238)
news-paragraph: The sale of the Haburtville stud took place at Richmond, New South Wales, on Thursday last, and was well attended. The total amount realised was 13,685 guineas. 9225 of which was expended for the mares, and 4360 guineas for the sires. There was great competition for the Auckland-bred stallion Trenton (by Musket from Frailty), for which Mr Brewer started at 3000 guineas, and rapidly ran up to 3000 guineas, at which price he was secured by W. T. Wilson, the owner of the St. Albans Stud (Victoria), and a director of the Te Aroha S. and G. Mining Company. xyxy=(189,1083,326,1297)
divider xyxy=(8,1483,177,1484)
section-heading: TAXATION. xyxy=(521,539,591,552)
paper-masthead xyxy=(8,1310,177,1416)
agent-place: Paeroa xyxy=(8,1037,36,1049)
section-heading: THE CUTTER ROSE BLANCHE. xyxy=(347,2075,467,2099)
clearing-heading: CLEARING SALE OF HOUSE, LAND, HORSES, CATTLE, HOUSEHOLD FURNITURE, AND EFFECTS. xyxy=(946,709,1095,767)
waior-heading: WAIORONGOMAI. xyxy=(37,697,148,710)
divider xyxy=(8,282,177,283)
column-3 xyxy=(339,32,482,2515)
full-particulars: Full particulars next issue. xyxy=(973,1349,1068,1360)
waior-text: Mails close at Post-office, Waiorongomai as under:— For Te Aroha, Paeroa, Thames, Hamilton, and Waikato Offices, Auckland &c., Mondays, Wednesdays, and Fridays at 8.20 a.m.; and at 5 p.m. For Katikati, Tauranga, &c., on Mondays and Wednesdays, at 5 p.m. For Shaftesbury, on Tuesdays and Saturdays at 10.50 a.m. xyxy=(8,713,177,815)
telegrams-sub: (BY ELECTRIC TELEGRAPH.) xyxy=(346,2008,468,2019)
divider xyxy=(339,460,475,461)
section-heading: MAROTOTO. xyxy=(367,483,446,496)
news-paragraph: Marototo Gold and Silver Mining Co. — It is now some three years ago since McBrinn, the prospector, discovered the reef upon which the Marototo G. and S. Mining Co. have since been operated with considerable success, but it was not till about six months ago that the directors decided to erect a small reduction plant near the mine, for the purpose of treating the ore on the ground, as it was considered it would cost a quarter of a mile distant from the mine, down through which what is known as McBrinn's Creek flows, the water from which is being utilised to provide the necessary power for working the plant. Upon this site a most substantial weather-board building, built from the best heart of kauri timber cut and sawn on the spot, has been erected, its dimensions being 50 feet by 30 feet. A dam has been built across the stream some few chains higher up the gully, near the mouth of the low-level driven on the Bikutala Gold Mining Company, and a race constructed for a length of 54 chains, which provides a fall for the water of 110 feet, the race being connected with the building by 16-inch iron pipes. The plant itself comprises two of McKay pans and a settler, which are driven by one of Messrs Price Brothers' high-pressure Pelton wheels, 5 feet 6 inches in diameter. The erection of the plant was completed just about a month ago, since which time about 35 tons of second-class ore has been treated, together with about 7cwt of ore of a superior grade, and the smaller residue therefrom when returned, yielded 160 ozs. 10 dwt. of melted bullion, worth about 6s. oz., which is considered to be a highly satisfactory return. The process of treating the ore, is somewhat as follows: A charge of about 5cwt. of ore, together with a quantity of water, is first placed in each pan, which is then set in motion, and after grinding this charge about two hours and a half, by which time it is reduced to a thick paste, 60 lbs to 80 lbs of quicksilver are then thrown into the mixture, together with about 6 lbs of salt, and then the pans are again set in motion, and kept grinding for another hour and a half. At the end of this time the amalgamation has taken place, and the whole contents of the pans are run off into a large settler, which is provided with four revolving arms moving round about twenty revolutions per minute. This so agitates the liquid that all the silver falls to the bottom, where it is drawn off by a syphon, the refuse being gradually taken away from the pan by a series of plug holes placed at various heights. This completes the modus operandi, the silver on being taken off being ready for squeezing and retorting. Operations in the mine are at present only of a limited nature, as the passes are full of ore broken ready for treatment, and the manager is desirous of reducing the tonnage on hand before taking any further steps to materially increase the output. It is estimated there are from four to five tons of first-class ore on hand worth about £200 per ton, 10 tons of second-class ore worth about £25 per ton, and a large quantity of third-class ore worth about £5 per ton. The mine is well opened up, the reef having been developed and tested for a length of over 800 feet, and three distinct shoots of payable ore proved to exist in it. The working are connected with the plant by a good sledge track, about a quarter of a mile in length, so that no difficulty is experienced in getting the ore down to the plant. Great credit is due to Mr Moore for the thoroughly systematic manner in which he has opened up the mine, and also the highly satisfactory way in which the erection of the plant has been carried out, especially when the great difficulties he had to contend with in getting the machinery on the ground, owing to the precipitous and mountainous nature of the country, are taken into consideration. He has certainly conserved the interests of the shareholders to the utmost extent, and well deserves the success which his efforts are now likely to result in. xyxy=(338,499,475,1967)
news-paragraph: A sitting of the Resident Magistrate's Court will be held at Paeroa on next Monday, for the purpose of revising the electoral roll of Ohinemuri County. xyxy=(8,1600,177,1645)
